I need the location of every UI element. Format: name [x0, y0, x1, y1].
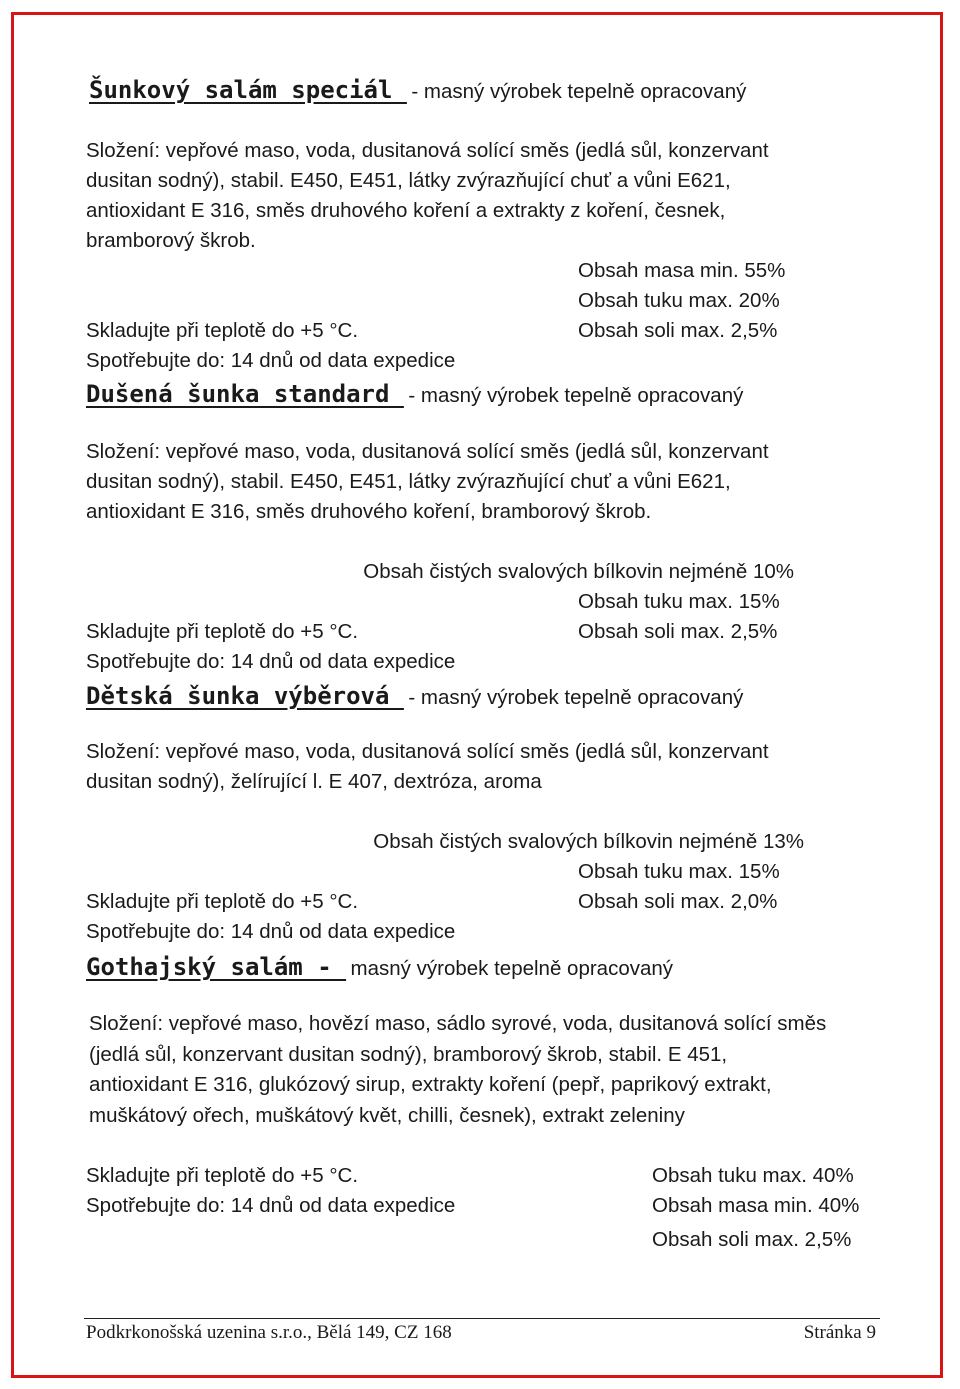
product-1-name: Šunkový salám speciál	[89, 76, 407, 104]
product-3-use-by: Spotřebujte do: 14 dnů od data expedice	[86, 920, 456, 943]
composition-line: dusitan sodný), stabil. E450, E451, látky zvýrazňující chuť a vůni E621,	[86, 169, 731, 192]
composition-line: antioxidant E 316, glukózový sirup, extrakty koření (pepř, paprikový extrakt,	[89, 1073, 772, 1096]
product-1-fat-content: Obsah tuku max. 20%	[578, 289, 780, 312]
product-4-salt-content: Obsah soli max. 2,5%	[652, 1228, 852, 1251]
product-4-name: Gothajský salám -	[86, 953, 347, 981]
product-3-fat-content: Obsah tuku max. 15%	[578, 860, 780, 883]
product-3-salt-content: Obsah soli max. 2,0%	[578, 890, 778, 913]
product-3-subtitle: - masný výrobek tepelně opracovaný	[408, 686, 744, 709]
composition-line: dusitan sodný), stabil. E450, E451, látky zvýrazňující chuť a vůni E621,	[86, 470, 731, 493]
product-4-subtitle: masný výrobek tepelně opracovaný	[350, 957, 674, 980]
footer-company: Podkrkonošská uzenina s.r.o., Bělá 149, CZ 168	[86, 1322, 452, 1343]
product-2-name: Dušená šunka standard	[86, 380, 404, 408]
product-2-subtitle: - masný výrobek tepelně opracovaný	[408, 384, 744, 407]
product-4-use-by: Spotřebujte do: 14 dnů od data expedice	[86, 1194, 456, 1217]
product-2-heading	[86, 380, 743, 408]
product-4-composition	[89, 1009, 826, 1131]
product-1-meat-content: Obsah masa min. 55%	[578, 259, 786, 282]
product-3-composition	[86, 737, 769, 797]
product-1-use-by: Spotřebujte do: 14 dnů od data expedice	[86, 349, 456, 372]
product-3-protein-content: Obsah čistých svalových bílkovin nejméně 13%	[373, 830, 804, 853]
composition-line: Složení: vepřové maso, voda, dusitanová solící směs (jedlá sůl, konzervant	[86, 440, 769, 463]
product-1-heading	[89, 76, 746, 104]
composition-line: antioxidant E 316, směs druhového koření, bramborový škrob.	[86, 500, 652, 523]
product-3-heading	[86, 682, 743, 710]
product-2-storage: Skladujte při teplotě do +5 °C.	[86, 620, 359, 643]
composition-line: Složení: vepřové maso, voda, dusitanová solící směs (jedlá sůl, konzervant	[86, 740, 769, 763]
product-2-salt-content: Obsah soli max. 2,5%	[578, 620, 778, 643]
product-4-fat-content: Obsah tuku max. 40%	[652, 1164, 854, 1187]
composition-line: bramborový škrob.	[86, 229, 256, 252]
product-3-storage: Skladujte při teplotě do +5 °C.	[86, 890, 359, 913]
composition-line: (jedlá sůl, konzervant dusitan sodný), bramborový škrob, stabil. E 451,	[89, 1042, 728, 1066]
footer-divider	[84, 1318, 880, 1319]
product-1-storage: Skladujte při teplotě do +5 °C.	[86, 319, 359, 342]
product-1-composition	[86, 136, 769, 256]
product-1-salt-content: Obsah soli max. 2,5%	[578, 319, 778, 342]
composition-line: Složení: vepřové maso, hovězí maso, sádlo syrové, voda, dusitanová solící směs	[89, 1012, 827, 1035]
product-4-heading	[86, 953, 673, 981]
product-4-storage: Skladujte při teplotě do +5 °C.	[86, 1164, 359, 1187]
composition-line: antioxidant E 316, směs druhového koření a extrakty z koření, česnek,	[86, 199, 726, 222]
product-2-composition	[86, 437, 769, 527]
product-3-name: Dětská šunka výběrová	[86, 682, 404, 710]
composition-line: Složení: vepřové maso, voda, dusitanová solící směs (jedlá sůl, konzervant	[86, 139, 769, 162]
product-2-fat-content: Obsah tuku max. 15%	[578, 590, 780, 613]
product-2-use-by: Spotřebujte do: 14 dnů od data expedice	[86, 650, 456, 673]
composition-line: dusitan sodný), želírující l. E 407, dextróza, aroma	[86, 770, 542, 793]
page-number: Stránka 9	[803, 1322, 876, 1343]
product-2-protein-content: Obsah čistých svalových bílkovin nejméně 10%	[363, 560, 794, 583]
product-4-meat-content: Obsah masa min. 40%	[652, 1194, 860, 1217]
composition-line: muškátový ořech, muškátový květ, chilli, česnek), extrakt zeleniny	[89, 1103, 685, 1127]
product-1-subtitle: - masný výrobek tepelně opracovaný	[411, 80, 747, 103]
